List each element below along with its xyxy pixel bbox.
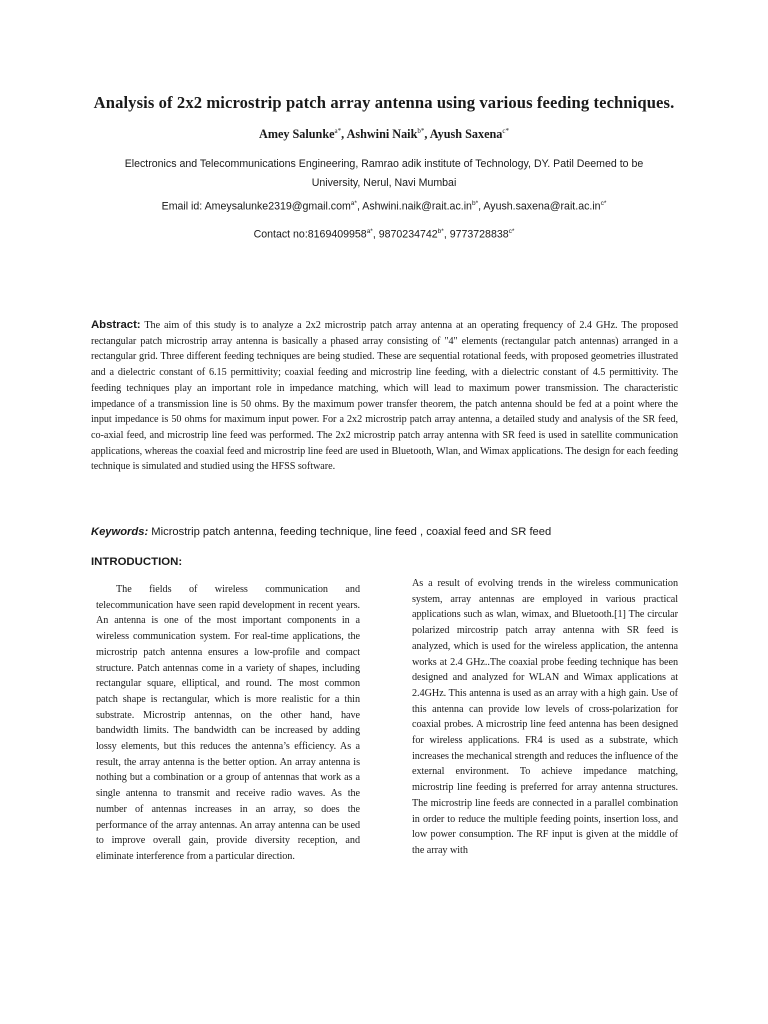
affiliation: Electronics and Telecommunications Engineering, Ramrao adik institute of Technology, DY. Patil Deemed to be University, Nerul, Navi Mumbai	[124, 158, 644, 189]
keywords-label: Keywords:	[91, 526, 149, 538]
abstract-text: The aim of this study is to analyze a 2x2 microstrip patch array antenna at an operating frequency of 2.4 GHz. The proposed rectangular patch microstrip array antenna is basically a phased array consisting of "4" elements (rectangular patch antennas) arranged in a rectangular grid. Three different feeding techniques are being studied. These are sequential rotational feeds, with proposed geometries illustrated and a dielectric constant of 6.15 permittivity; coaxial feeding and microstrip line feeding, with a dielectric constant of 4.5 permittivity. The feeding techniques play an important role in impedance matching, which will lead to maximum power transmission. The characteristic impedance of a transmission line is 50 ohms. By the maximum power transfer theorem, the patch antenna should be fed at a point where the input impedance is 50 ohms for maximum input power. For a 2x2 microstrip patch array antenna, a detailed study and analysis of the SR feed, co-axial feed, and microstrip line feed was performed. The 2x2 microstrip patch array antenna with SR feed is used in satellite communication applications, whereas the coaxial feed and microstrip line feed are used in Bluetooth, Wlan, and Wimax applications. The design for each feeding technique is simulated and studied using the HFSS software.	[91, 320, 678, 473]
intro-right-column: As a result of evolving trends in the wireless communication system, array antennas are employed in various practical applications such as wlan, wimax, and Bluetooth.[1] The circular polarized mircostrip patch array antenna with SR feed is analyzed, which is used for the wireless application, the antenna works at 2.4 GHz..The coaxial probe feeding technique has been designed and analyzed for WLAN and Wimax applications at 2.4GHz. This antenna is used as an array with a high gain. Use of this antenna can provide low levels of cross-polarization for coaxial probes. A microstrip line feed antenna has been designed for wireless applications. FR4 is used as a substrate, which increases the mechanical strength and reduces the influence of the external environment. To achieve impedance matching, microstrip line feeding is preferred for array antenna structures. The microstrip line feeds are connected in a parallel combination in order to reduce the multiple feeding points, insertion loss, and low power consumption. The RF input is given at the middle of the array with	[412, 578, 678, 856]
author-name: Ashwini Naik	[346, 127, 418, 142]
email-label: Email id:	[161, 200, 205, 213]
email-separator: ,	[356, 200, 363, 213]
author-name: Ayush Saxena	[429, 127, 503, 142]
email-line	[40, 200, 728, 213]
abstract-label: Abstract:	[91, 319, 141, 331]
author-separator: ,	[341, 127, 347, 142]
author-separator: ,	[424, 127, 430, 142]
email-separator: ,	[478, 200, 484, 213]
contact-mark: b*	[437, 228, 444, 235]
email-mark: a*	[350, 200, 357, 207]
author-mark: c*	[502, 127, 509, 135]
keywords	[91, 526, 691, 538]
author-mark: b*	[417, 127, 425, 135]
author-name: Amey Salunke	[259, 127, 335, 142]
contact-mark: c*	[508, 228, 515, 235]
contact-mark: a*	[366, 228, 373, 235]
author-mark: a*	[334, 127, 342, 135]
email-mark: b*	[471, 200, 479, 207]
email-mark: c*	[600, 200, 607, 207]
section-heading-introduction: INTRODUCTION:	[91, 556, 183, 568]
email-address: Ashwini.naik@rait.ac.in	[362, 200, 472, 213]
email-address: Ameysalunke2319@gmail.com	[204, 200, 351, 213]
contact-number: 9870234742	[378, 228, 438, 241]
intro-left-column: The fields of wireless communication and telecommunication have seen rapid development in recent years. An antenna is one of the most important components in a wireless communication system. For real-time applications, the microstrip patch antenna ensures a low-profile and compact structure. Patch antennas come in a variety of shapes, including rectangular square, elliptical, and round. The most common patch shape is rectangular, which is more realistic for a thin substrate. Microstrip antennas, on the other hand, have bandwidth limits. The bandwidth can be increased by adding lossy elements, but this reduces the antenna’s efficiency. As a result, the array antenna is the better option. An array antenna is nothing but a combination or a group of antennas that work as a single antenna to transmit and receive radio waves. As the number of antennas increases in an array, so does the performance of the array antennas. An array antenna can be used to improve overall gain, provide diversity reception, and eliminate interference from a particular direction.	[96, 584, 360, 862]
paper-title: Analysis of 2x2 microstrip patch array antenna using various feeding techniques.	[93, 93, 675, 112]
contact-line	[40, 228, 728, 241]
contact-label: Contact no:	[253, 228, 308, 241]
keywords-text: Microstrip patch antenna, feeding technique, line feed , coaxial feed and SR feed	[148, 526, 552, 538]
contact-separator: ,	[443, 228, 450, 241]
contact-number: 9773728838	[449, 228, 509, 241]
contact-number: 8169409958	[307, 228, 367, 241]
email-address: Ayush.saxena@rait.ac.in	[483, 200, 601, 213]
abstract	[91, 318, 678, 475]
contact-separator: ,	[372, 228, 379, 241]
author-list	[40, 127, 728, 142]
